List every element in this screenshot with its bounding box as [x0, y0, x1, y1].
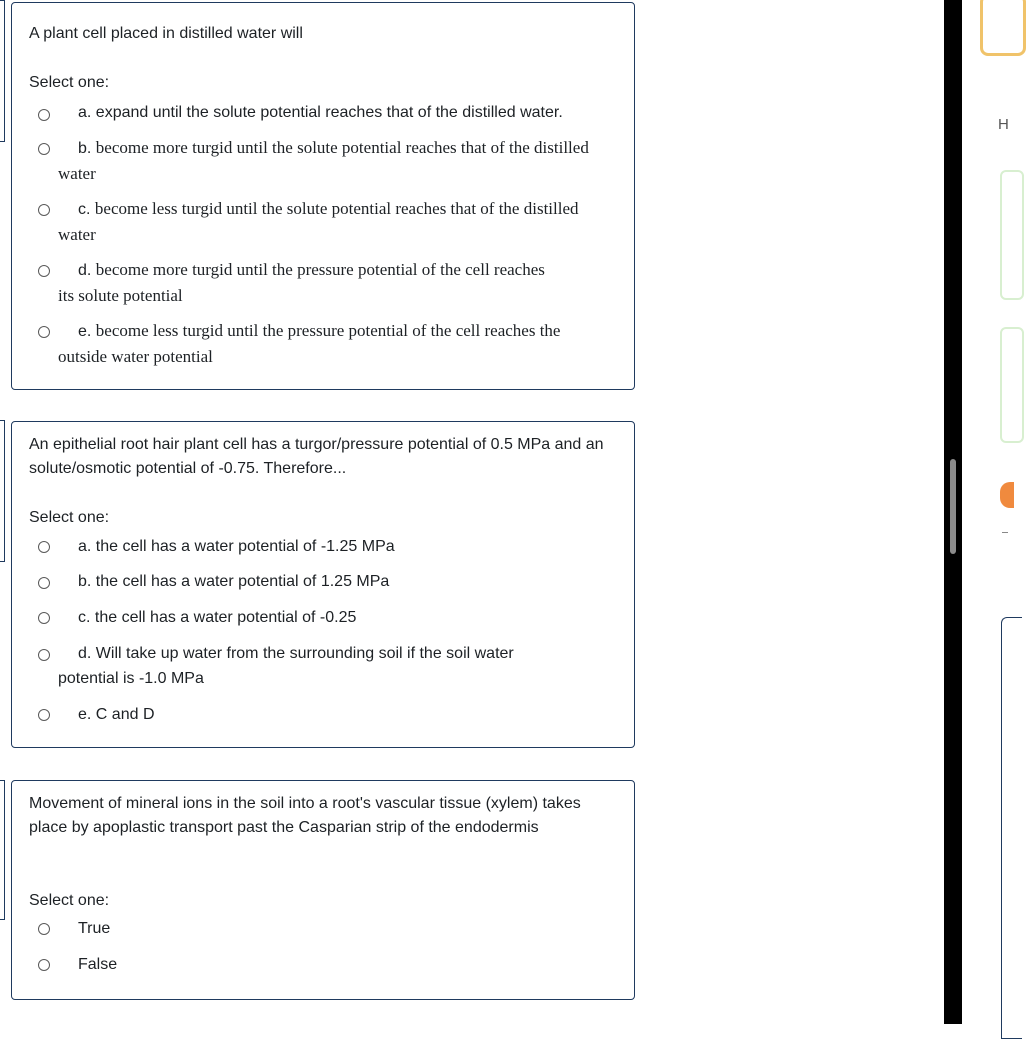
option-false-label[interactable]: False: [78, 956, 118, 973]
radio-option-c[interactable]: [38, 612, 50, 624]
scrollbar-thumb[interactable]: [950, 459, 956, 554]
radio-option-e[interactable]: [38, 326, 50, 338]
option-c-label[interactable]: c. become less turgid until the solute potential reaches that of the distilled water: [58, 199, 579, 244]
right-side-panel: [962, 0, 1009, 1024]
divider: [1002, 532, 1008, 533]
option-d-label[interactable]: d. Will take up water from the surrounding soil if the soil water potential is -1.0 MPa: [58, 645, 514, 687]
green-card: [1000, 327, 1024, 443]
question-card-2: [11, 421, 635, 748]
orange-badge: [1000, 482, 1014, 508]
select-one-label: Select one:: [29, 74, 110, 91]
option-e-label[interactable]: e. become less turgid until the pressure potential of the cell reaches the outside water potential: [58, 321, 561, 366]
question-card-3: [11, 780, 635, 1000]
option-b-label[interactable]: b. become more turgid until the solute potential reaches that of the distilled water: [58, 138, 589, 183]
green-card: [1000, 170, 1024, 300]
option-a-label[interactable]: a. the cell has a water potential of -1.25 MPa: [78, 538, 395, 555]
question-card-1: [11, 2, 635, 390]
option-c-label[interactable]: c. the cell has a water potential of -0.25: [78, 609, 357, 626]
left-edge-tab: [0, 0, 5, 142]
partial-text: H: [998, 116, 1009, 133]
highlight-box: [980, 0, 1026, 56]
radio-option-a[interactable]: [38, 541, 50, 553]
outlined-card: [1001, 617, 1022, 1039]
radio-option-e[interactable]: [38, 709, 50, 721]
radio-option-a[interactable]: [38, 109, 50, 121]
radio-option-d[interactable]: [38, 265, 50, 277]
select-one-label: Select one:: [29, 892, 110, 909]
option-a-label[interactable]: a. expand until the solute potential reaches that of the distilled water.: [78, 104, 563, 121]
radio-option-b[interactable]: [38, 577, 50, 589]
left-edge-tab: [0, 780, 5, 920]
question-text: An epithelial root hair plant cell has a turgor/pressure potential of 0.5 MPa and an solute/osmotic potential of -0.75. Therefore...: [29, 436, 604, 477]
option-true-label[interactable]: True: [78, 920, 111, 937]
question-text: A plant cell placed in distilled water will: [29, 25, 303, 42]
option-e-label[interactable]: e. C and D: [78, 706, 155, 723]
question-text: Movement of mineral ions in the soil into a root's vascular tissue (xylem) takes place by apoplastic transport past the Casparian strip of the endodermis: [29, 795, 581, 836]
radio-option-true[interactable]: [38, 923, 50, 935]
left-edge-tab: [0, 420, 5, 562]
select-one-label: Select one:: [29, 509, 110, 526]
option-d-label[interactable]: d. become more turgid until the pressure potential of the cell reaches its solute potential: [58, 260, 545, 305]
option-b-label[interactable]: b. the cell has a water potential of 1.25 MPa: [78, 573, 390, 590]
radio-option-b[interactable]: [38, 143, 50, 155]
radio-option-c[interactable]: [38, 204, 50, 216]
radio-option-false[interactable]: [38, 959, 50, 971]
radio-option-d[interactable]: [38, 649, 50, 661]
